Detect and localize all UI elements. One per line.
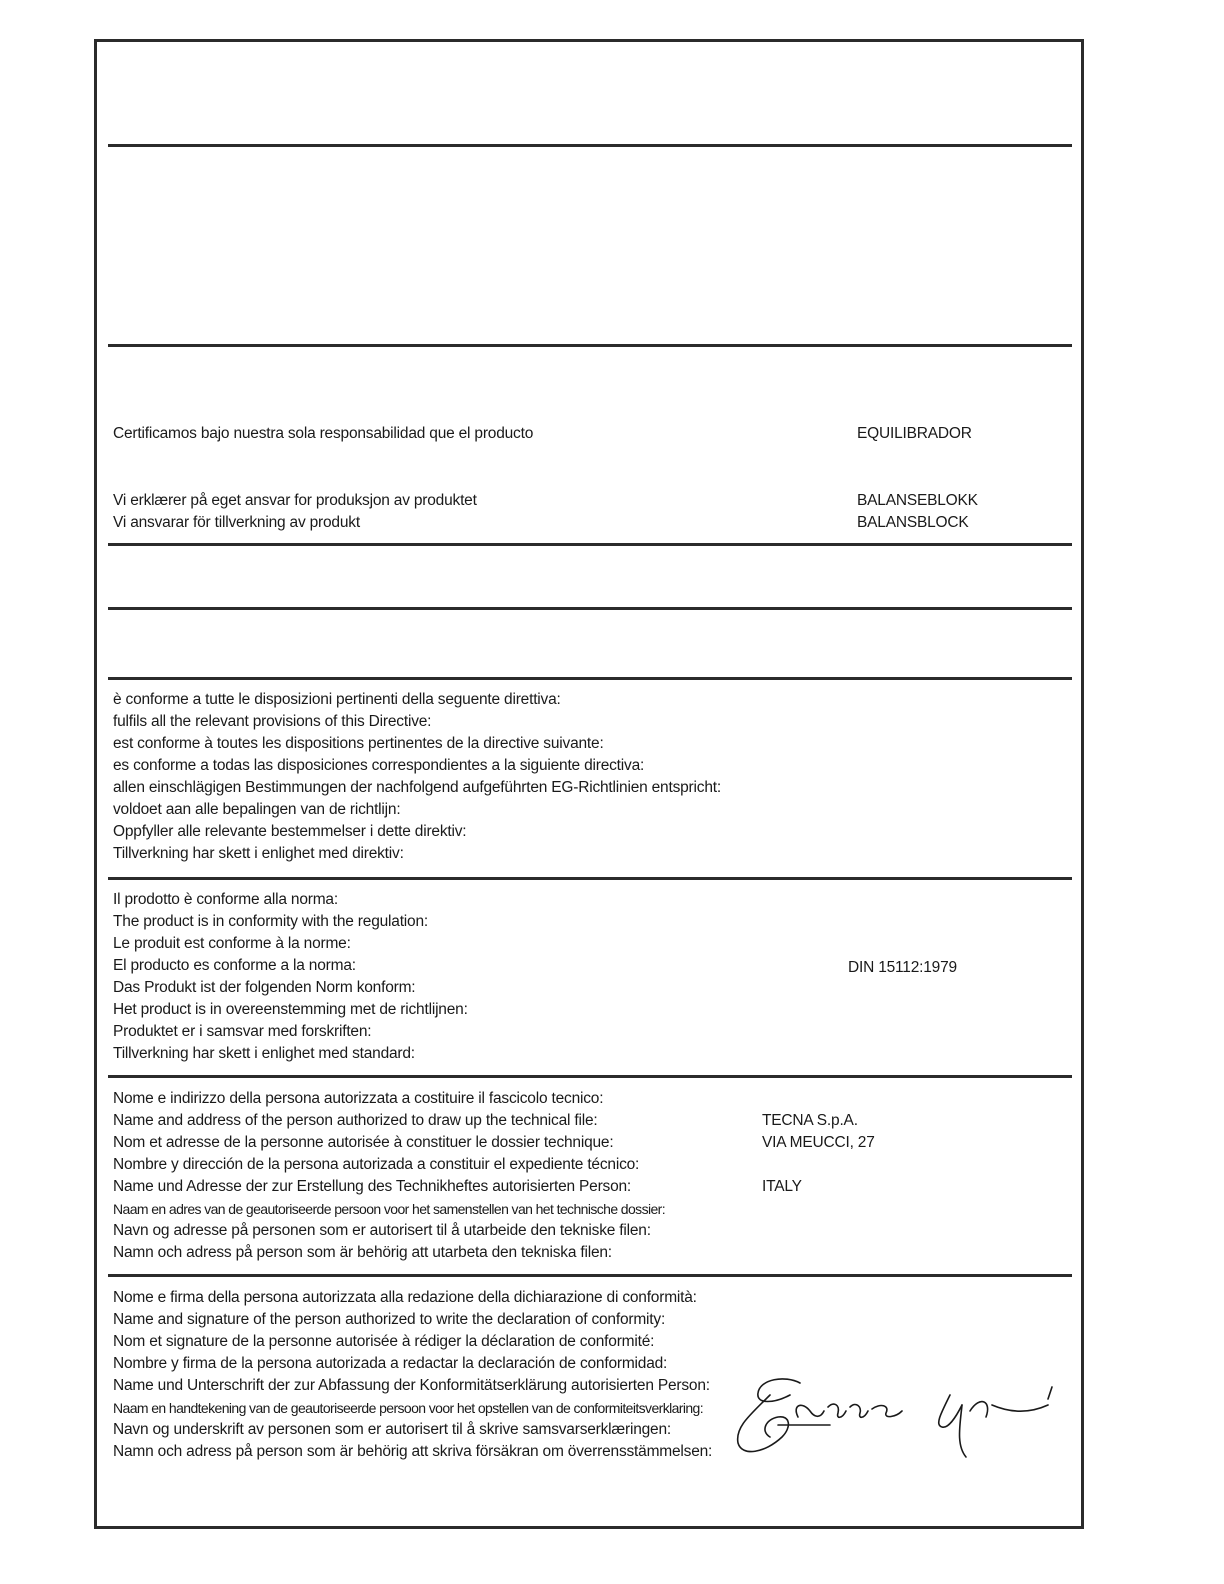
- directive-line: voldoet aan alle bepalingen van de richtlijn:: [113, 801, 401, 818]
- divider: [108, 144, 1072, 147]
- product-name-no: BALANSEBLOKK: [857, 492, 978, 509]
- standard-statements: [113, 889, 468, 1065]
- standard-value: DIN 15112:1979: [848, 959, 957, 976]
- divider: [108, 607, 1072, 610]
- technical-file-statements: [113, 1088, 665, 1264]
- company-name: TECNA S.p.A.: [762, 1112, 858, 1129]
- directive-line: è conforme a tutte le disposizioni pertinenti della seguente direttiva:: [113, 691, 561, 708]
- divider: [108, 877, 1072, 880]
- company-country: ITALY: [762, 1178, 802, 1195]
- directive-line: est conforme à toutes les dispositions pertinentes de la directive suivante:: [113, 735, 604, 752]
- declaration-line: Navn og underskrift av personen som er autorisert til å skrive samsvarserklæringen:: [113, 1421, 671, 1438]
- declaration-line: Name und Unterschrift der zur Abfassung der Konformitätserklärung autorisierten Person:: [113, 1377, 710, 1394]
- divider: [108, 1075, 1072, 1078]
- standard-line: El producto es conforme a la norma:: [113, 957, 356, 974]
- declaration-line: Nom et signature de la personne autorisée à rédiger la déclaration de conformité:: [113, 1333, 655, 1350]
- product-statement-es: Certificamos bajo nuestra sola responsabilidad que el producto: [113, 425, 534, 442]
- technical-file-line: Name und Adresse der zur Erstellung des Technikheftes autorisierten Person:: [113, 1178, 632, 1195]
- directive-line: fulfils all the relevant provisions of this Directive:: [113, 713, 432, 730]
- technical-file-line: Naam en adres van de geautoriseerde persoon voor het samenstellen van het technische dossier:: [113, 1201, 666, 1217]
- standard-line: Produktet er i samsvar med forskriften:: [113, 1023, 372, 1040]
- product-name-sv: BALANSBLOCK: [857, 514, 969, 531]
- product-name-es: EQUILIBRADOR: [857, 425, 972, 442]
- standard-line: Tillverkning har skett i enlighet med standard:: [113, 1045, 415, 1062]
- standard-line: Il prodotto è conforme alla norma:: [113, 891, 338, 908]
- declaration-line: Name and signature of the person authorized to write the declaration of conformity:: [113, 1311, 666, 1328]
- directive-line: Oppfyller alle relevante bestemmelser i dette direktiv:: [113, 823, 467, 840]
- declaration-statements: [113, 1287, 712, 1463]
- declaration-line: Nombre y firma de la persona autorizada a redactar la declaración de conformidad:: [113, 1355, 668, 1372]
- divider: [108, 543, 1072, 546]
- product-statement-no: Vi erklærer på eget ansvar for produksjon av produktet: [113, 492, 477, 509]
- company-street: VIA MEUCCI, 27: [762, 1134, 875, 1151]
- standard-line: Das Produkt ist der folgenden Norm konform:: [113, 979, 416, 996]
- divider: [108, 344, 1072, 347]
- technical-file-line: Nome e indirizzo della persona autorizzata a costituire il fascicolo tecnico:: [113, 1090, 604, 1107]
- declaration-line: Nome e firma della persona autorizzata alla redazione della dichiarazione di conformità:: [113, 1289, 697, 1306]
- divider: [108, 677, 1072, 680]
- directive-line: es conforme a todas las disposiciones correspondientes a la siguiente directiva:: [113, 757, 645, 774]
- technical-file-line: Nombre y dirección de la persona autorizada a constituir el expediente técnico:: [113, 1156, 640, 1173]
- divider: [108, 1274, 1072, 1277]
- handwritten-signature: [730, 1365, 1060, 1475]
- technical-file-line: Name and address of the person authorized to draw up the technical file:: [113, 1112, 598, 1129]
- standard-line: The product is in conformity with the regulation:: [113, 913, 428, 930]
- technical-file-line: Namn och adress på person som är behörig att utarbeta den tekniska filen:: [113, 1244, 612, 1261]
- standard-line: Le produit est conforme à la norme:: [113, 935, 351, 952]
- directive-statements: [113, 689, 721, 865]
- directive-line: allen einschlägigen Bestimmungen der nachfolgend aufgeführten EG-Richtlinien entspricht:: [113, 779, 721, 796]
- technical-file-line: Nom et adresse de la personne autorisée à constituer le dossier technique:: [113, 1134, 614, 1151]
- product-statement-sv: Vi ansvarar för tillverkning av produkt: [113, 514, 360, 531]
- declaration-line: Namn och adress på person som är behörig att skriva försäkran om överrensstämmelsen:: [113, 1443, 713, 1460]
- declaration-line: Naam en handtekening van de geautoriseerde persoon voor het opstellen van de conformiteitsverklaring:: [113, 1400, 704, 1416]
- directive-line: Tillverkning har skett i enlighet med direktiv:: [113, 845, 404, 862]
- standard-line: Het product is in overeenstemming met de richtlijnen:: [113, 1001, 468, 1018]
- technical-file-line: Navn og adresse på personen som er autorisert til å utarbeide den tekniske filen:: [113, 1222, 651, 1239]
